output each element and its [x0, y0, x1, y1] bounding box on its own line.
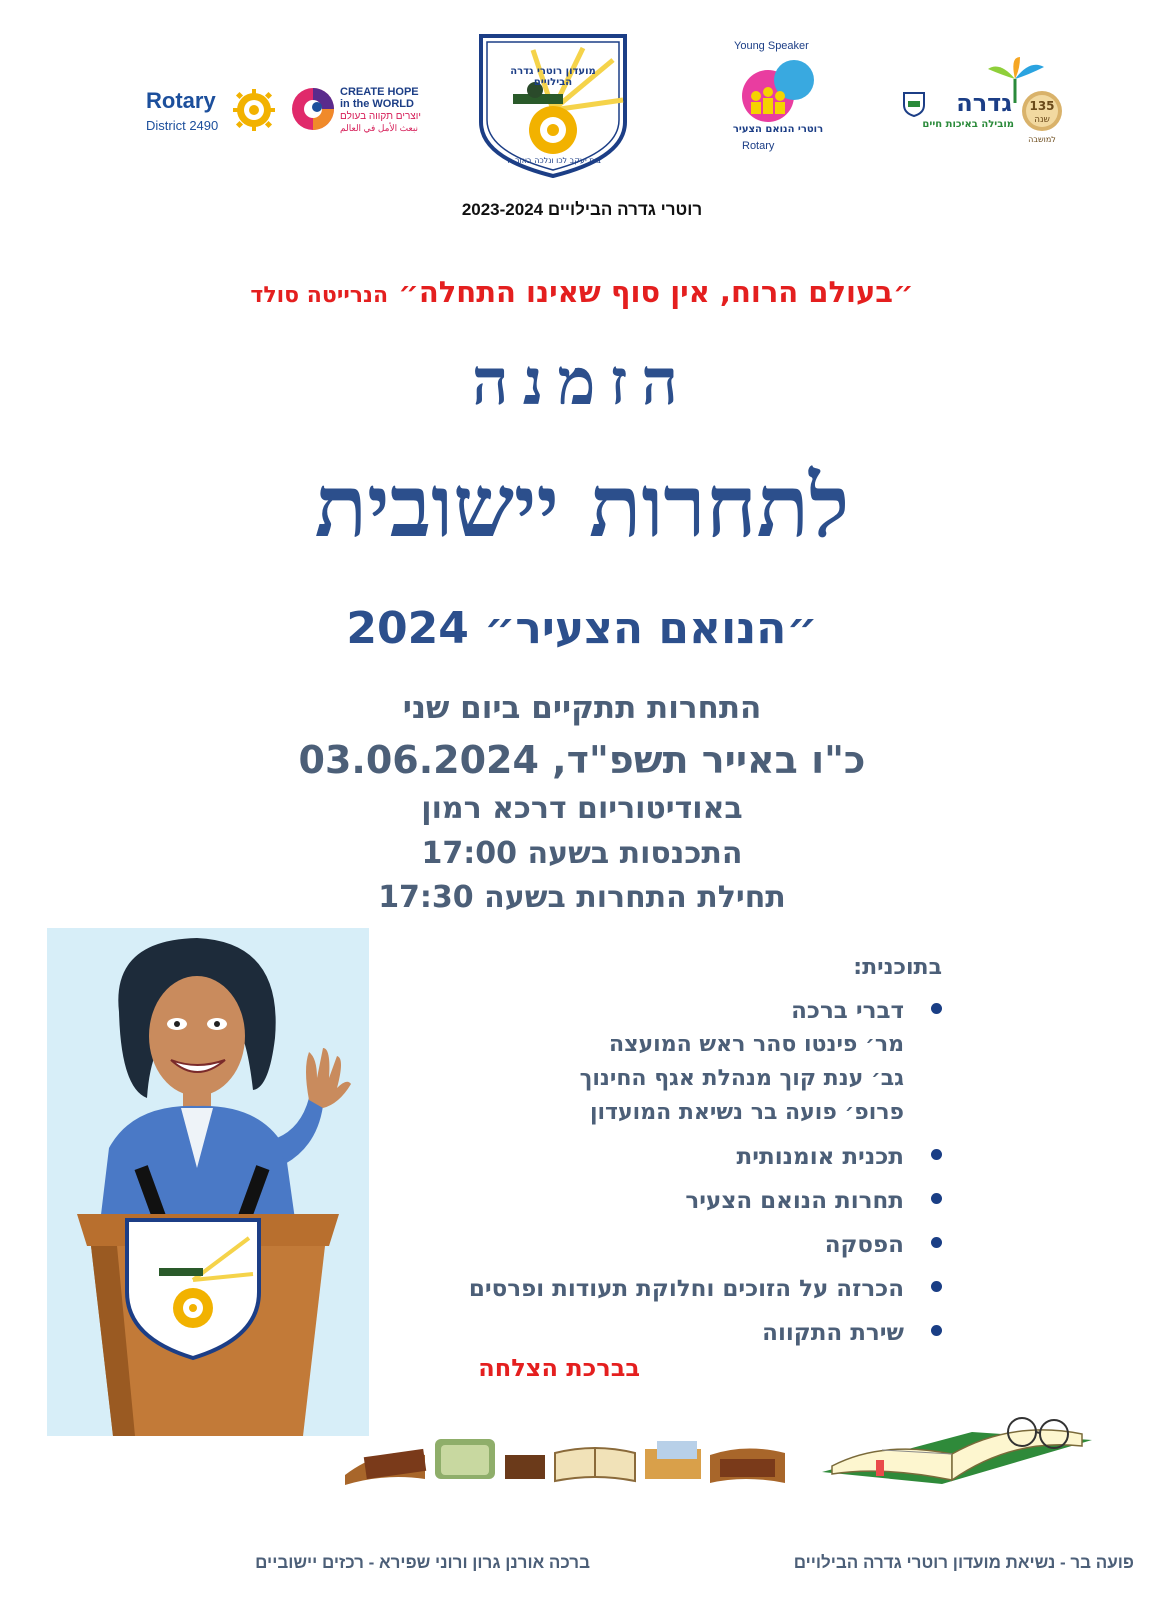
bullet-icon	[931, 1003, 942, 1014]
speaker-illustration-svg	[47, 928, 369, 1436]
quote-text: ״בעולם הרוח, אין סוף שאינו התחלה״	[398, 275, 914, 309]
bullet-icon	[931, 1325, 942, 1336]
event-name: ״הנואם הצעיר״ 2024	[346, 603, 818, 654]
competition-title: לתחרות יישובית	[314, 456, 850, 557]
young-speaker-logo	[712, 40, 842, 160]
create-hope-line4: نبعث الأمل في العالم	[340, 123, 419, 133]
program-item	[322, 1272, 942, 1306]
gedera-anniversary-word: שנה	[1034, 115, 1050, 125]
start-time: תחילת התחרות בשעה 17:30	[378, 880, 786, 915]
rotary-brand: Rotary	[146, 88, 216, 113]
open-book-glasses-illustration	[822, 1410, 1092, 1490]
footer-president: פועה בר - נשיאת מועדון רוטרי גדרה הבילויים	[793, 1553, 1134, 1572]
program-item-label: הפסקה	[824, 1232, 904, 1258]
young-speaker-title: Young Speaker	[734, 40, 809, 52]
gedera-anniversary: 135	[1029, 99, 1055, 113]
program-item-label: הכרזה על הזוכים וחלוקת תעודות ופרסים	[468, 1276, 904, 1302]
program	[322, 955, 942, 1360]
gedera-founding: למושבה	[1028, 135, 1056, 144]
program-item	[322, 1184, 942, 1218]
program-item	[322, 1316, 942, 1350]
rotary-district: District 2490	[146, 118, 219, 133]
program-title: בתוכנית:	[853, 955, 942, 980]
program-sub-item: גב׳ ענת קוך מנהלת אגף החינוך	[579, 1066, 904, 1091]
event-day: התחרות תתקיים ביום שני	[402, 690, 762, 726]
club-shield-logo	[473, 30, 633, 180]
quote	[0, 275, 1164, 309]
create-hope-line2: in the WORLD	[340, 98, 414, 110]
blessing: בברכת הצלחה	[478, 1354, 640, 1382]
rotary-district-logo	[142, 82, 282, 142]
young-speaker-brand: Rotary	[742, 140, 775, 152]
open-book-svg	[822, 1410, 1092, 1490]
club-shield-motto: בית יעקב לכו ונלכה באור ה'	[505, 156, 601, 165]
program-item-label: שירת התקווה	[762, 1320, 904, 1346]
gathering-time: התכנסות בשעה 17:00	[421, 836, 743, 871]
books-illustration	[345, 1425, 800, 1490]
club-shield-name: מועדון רוטרי גדרה הבילויים	[510, 66, 596, 88]
young-speaker-people-icon	[726, 54, 826, 124]
program-item-label: תכנית אומנותית	[736, 1144, 904, 1170]
footer-coordinators: ברכה אורנן גרון ורוני שפירא - רכזים יישוביים	[255, 1553, 590, 1572]
speaker-woman-illustration	[47, 928, 369, 1436]
quote-author: הנרייטה סולד	[250, 283, 389, 308]
event-location: באודיטוריום דרכא רמון	[421, 791, 743, 826]
event-date: כ"ו באייר תשפ"ד, 03.06.2024	[298, 738, 866, 782]
create-hope-line1: CREATE HOPE	[340, 86, 419, 98]
rotary-wheel-icon	[232, 88, 276, 132]
program-item	[322, 1140, 942, 1174]
bullet-icon	[931, 1149, 942, 1160]
program-item-label: דברי ברכה	[791, 998, 904, 1024]
invitation-word: הזמנה	[471, 345, 693, 420]
bullet-icon	[931, 1193, 942, 1204]
bullet-icon	[931, 1281, 942, 1292]
young-speaker-hebrew: רוטרי הנואם הצעיר	[732, 124, 824, 135]
books-illustration-svg	[345, 1425, 800, 1490]
create-hope-swirl-icon	[290, 86, 336, 132]
gedera-logo	[900, 55, 1070, 145]
program-item-label: תחרות הנואם הצעיר	[685, 1188, 904, 1214]
gedera-name: גדרה	[956, 89, 1012, 117]
club-year: רוטרי גדרה הבילויים 2023-2024	[461, 200, 703, 219]
gedera-emblem-icon	[902, 91, 926, 117]
create-hope-line3: יוצרים תקווה בעולם	[340, 111, 421, 122]
program-sub-item: מר׳ פינטו סהר ראש המועצה	[609, 1032, 904, 1057]
gedera-slogan: מובילה באיכות חיים	[922, 119, 1014, 130]
create-hope-logo	[290, 82, 430, 140]
program-item	[322, 994, 942, 1130]
program-item	[322, 1228, 942, 1262]
program-sub-item: פרופ׳ פועה בר נשיאת המועדון	[589, 1100, 904, 1125]
bullet-icon	[931, 1237, 942, 1248]
